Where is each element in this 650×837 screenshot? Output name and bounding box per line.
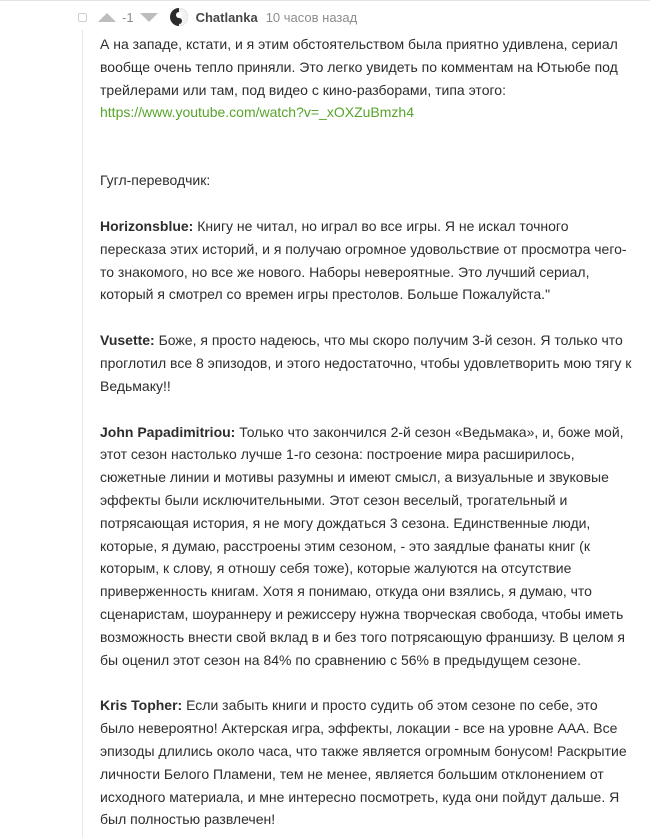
review-author: Vusette: xyxy=(100,332,155,349)
comment-body xyxy=(100,33,635,831)
review-author: Kris Topher: xyxy=(100,697,183,714)
collapse-toggle[interactable] xyxy=(78,13,87,22)
review-john-papadimitriou xyxy=(100,421,635,672)
comment-rating: -1 xyxy=(122,9,134,25)
comment-intro: А на западе, кстати, и я этим обстоятельством была приятно удивлена, сериал вообще очень тепло приняли. Это легко увидеть по комментам на Ютьюбе под трейлерами или там, под видео с кино-разборами, типа этого: xyxy=(100,36,618,98)
review-text: Только что закончился 2-й сезон «Ведьмака», и, боже мой, этот сезон настолько лучше 1-го сезона: построение мира расширилось, сюжетные линии и мотивы разумны и имеют смысл, а визуальные и звуковые эффекты были исключительными. Этот сезон веселый, трогательный и потрясающая история, я не могу дождаться 3 сезона. Единственные люди, которые, я думаю, расстроены этим сезоном, - это заядлые фанаты книг (к которым, к слову, я отношу себя тоже), которые жалуются на отсутствие приверженность книгам. Хотя я понимаю, откуда они взялись, я думаю, что сценаристам, шоураннеру и режиссеру нужна творческая свобода, чтобы иметь возможность внести свой вклад в и без того потрясающую франшизу. В целом я бы оценил этот сезон на 84% по сравнению с 56% в предыдущем сезоне. xyxy=(100,423,626,668)
avatar[interactable] xyxy=(170,8,188,26)
vote-up-icon[interactable] xyxy=(98,13,116,22)
review-text: Если забыть книги и просто судить об этом сезоне по себе, это было невероятно! Актерская игра, эффекты, локации - все на уровне AAA. Все эпизоды длились около часа, что также является огромным бонусом! Раскрытие личности Белого Пламени, тем не менее, является большим отклонением от исходного материала, и мне интересно посмотреть, куда они пойдут дальше. Я был полностью развлечен! xyxy=(100,697,627,828)
translator-label: Гугл-переводчик: xyxy=(100,172,211,189)
comment-header xyxy=(78,6,357,28)
top-divider xyxy=(0,0,650,1)
review-text: Книгу не читал, но играл во все игры. Я не искал точного пересказа этих историй, и я получаю огромное удовольствие от просмотра чего-то знакомого, но все же нового. Наборы невероятные. Это лучший сериал, который я смотрел со времен игры престолов. Больше Пожалуйста." xyxy=(100,217,627,303)
review-author: John Papadimitriou: xyxy=(100,423,236,440)
review-horizonsblue xyxy=(100,215,635,306)
comment-author[interactable]: Chatlanka xyxy=(195,9,258,25)
youtube-link[interactable]: https://www.youtube.com/watch?v=_xOXZuBmzh4 xyxy=(100,104,414,121)
review-vusette xyxy=(100,329,635,397)
review-text: Боже, я просто надеюсь, что мы скоро получим 3-й сезон. Я только что проглотил все 8 эпизодов, и этого недостаточно, чтобы удовлетворить мою тягу к Ведьмаку!! xyxy=(100,332,632,394)
comment-timestamp[interactable]: 10 часов назад xyxy=(265,9,358,25)
review-author: Horizonsblue: xyxy=(100,217,194,234)
comment-thread-line[interactable] xyxy=(82,30,83,837)
review-kris-topher xyxy=(100,694,635,831)
vote-down-icon[interactable] xyxy=(140,13,158,22)
